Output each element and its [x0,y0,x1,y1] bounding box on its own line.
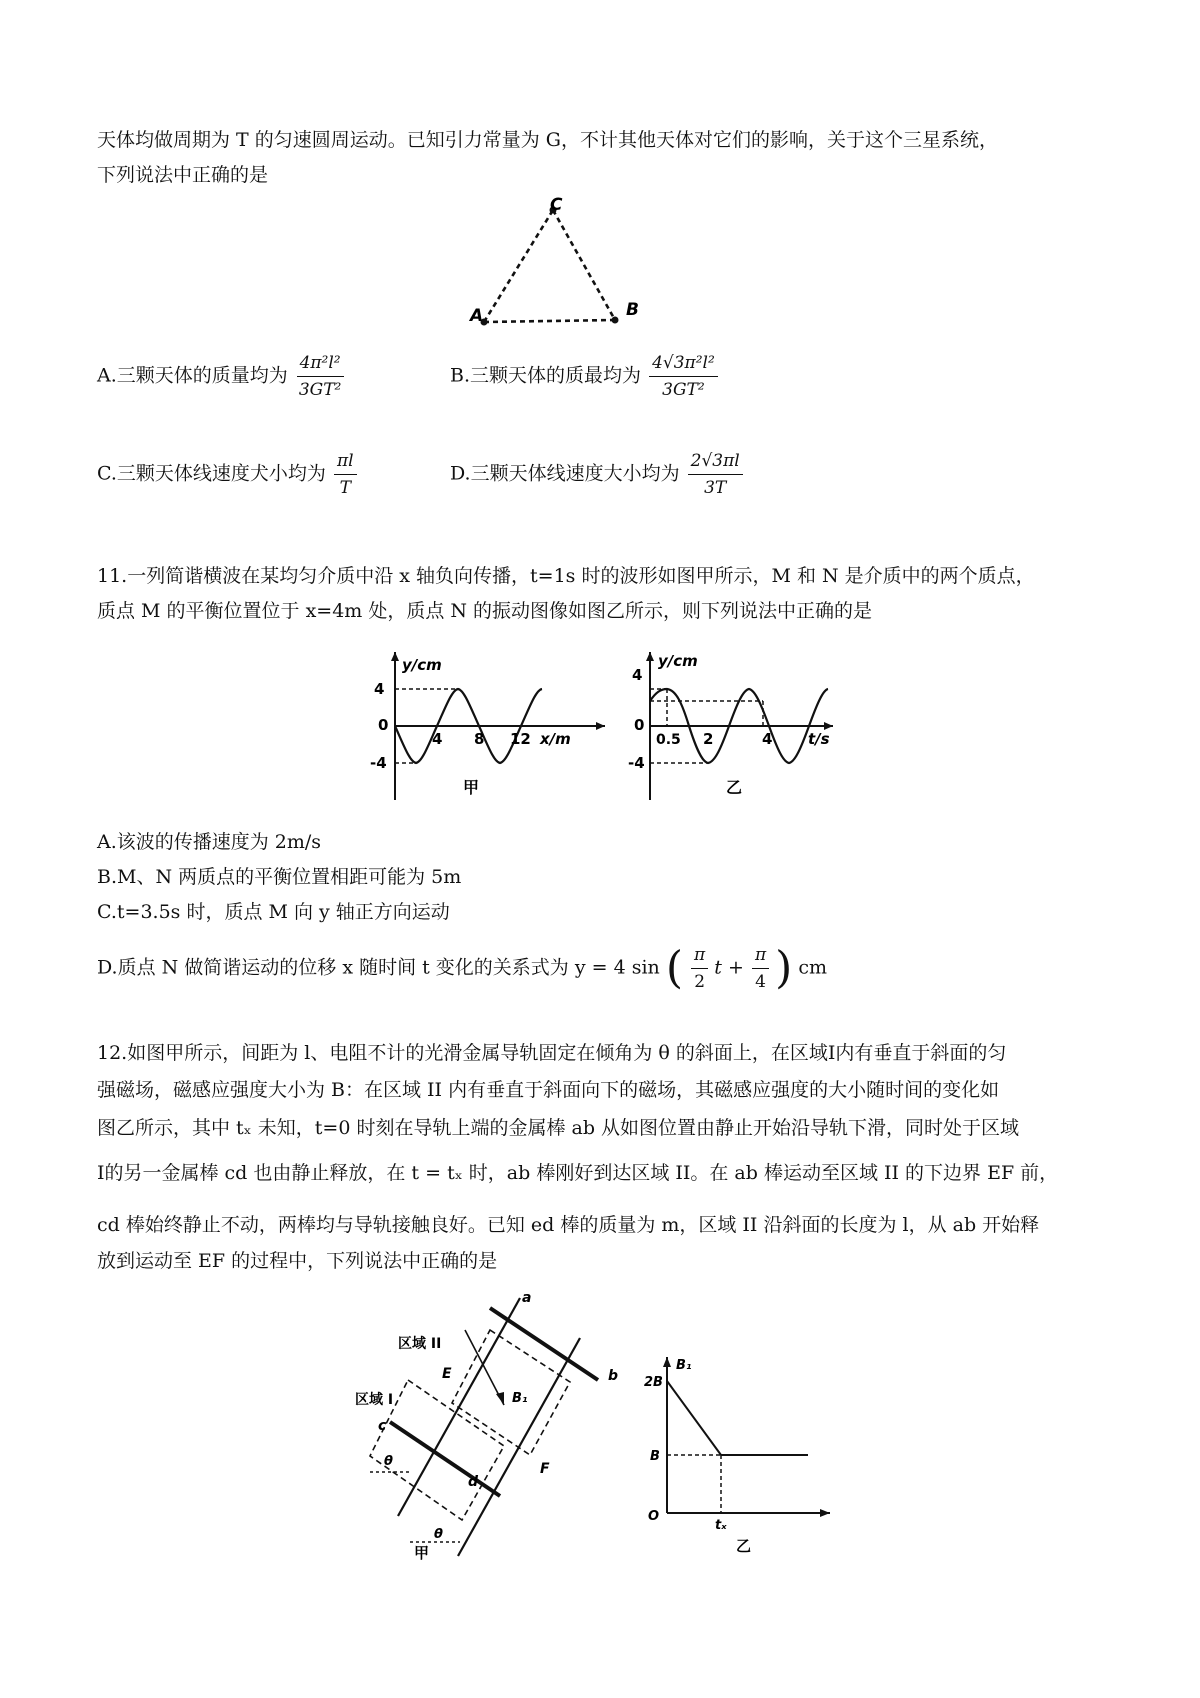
t-axis-label: t/s [808,730,830,748]
label-b: B [626,300,639,320]
x-tick-8: 8 [474,730,485,748]
q11-stem-line2: 质点 M 的平衡位置位于 x=4m 处，质点 N 的振动图像如图乙所示，则下列说法中正确的是 [97,600,873,622]
tick-tx: tₓ [715,1518,727,1533]
option-b-denominator: 3GT² [662,380,705,400]
label-e: E [442,1366,452,1382]
q11-option-c: C.t=3.5s 时，质点 M 向 y 轴正方向运动 [97,901,450,923]
left-paren: ( [665,942,683,994]
label-b1: B₁ [512,1391,528,1406]
q11-option-b: B.M、N 两质点的平衡位置相距可能为 5m [97,866,462,888]
theta-2: θ [434,1527,443,1542]
figure-caption: 甲 [463,778,480,797]
b-decreasing-line [667,1381,721,1455]
option-a-numerator: 4π²l² [297,352,344,377]
fraction-pi-over-2 [691,944,708,993]
y-axis-label: y/cm [402,656,442,674]
vibration-figure-yi [628,650,838,815]
option-c-text: C.三颗天体线速度犬小均为 [97,462,326,485]
x-tick-4: 4 [432,730,443,748]
option-a-denominator: 3GT² [298,380,342,400]
origin-label: O [648,1509,660,1524]
x-axis-arrow-icon [596,722,605,730]
option-b-fraction [649,352,718,401]
q10-option-c [97,450,357,499]
q12-line5: cd 棒始终静止不动，两棒均与导轨接触良好。已知 ed 棒的质量为 m，区域 II 沿斜面的长度为 l，从 ab 开始释 [97,1214,1040,1236]
q10-option-a [97,352,344,401]
option-d-numerator: 2√3πl [688,450,743,475]
y-axis-arrow-icon [391,652,399,661]
option-c-numerator: πl [334,450,357,475]
figure-caption: 乙 [736,1537,752,1555]
b-axis-arrow-icon [663,1357,671,1367]
q10-stem-line2: 下列说法中正确的是 [97,164,269,186]
fraction-1-numerator: π [691,944,708,969]
option-a-text: A.三颗天体的质量均为 [97,364,288,387]
bar-ab [490,1308,598,1380]
fraction-2-numerator: π [752,944,769,969]
option-b-numerator: 4√3π²l² [649,352,718,377]
y-tick-0: 0 [634,716,645,734]
t-axis-arrow-icon [824,722,833,730]
option-b-text: B.三颗天体的质最均为 [450,364,642,387]
q10-option-d [450,450,743,499]
rails-figure-jia [355,1290,630,1562]
t-tick-4: 4 [762,730,773,748]
region-2-label: 区域 II [398,1336,442,1352]
triangle-figure [470,190,660,340]
t-tick-2: 2 [703,730,714,748]
option-c-fraction [334,450,357,499]
tick-2b: 2B [644,1375,663,1390]
y-tick-4: 4 [632,666,643,684]
unit: cm [798,956,828,979]
label-a: a [522,1290,532,1306]
tick-b: B [650,1449,660,1464]
option-a-fraction [296,352,345,401]
option-c-denominator: T [339,478,351,498]
q11-stem-line1: 11.一列简谐横波在某均匀介质中沿 x 轴负向传播，t=1s 时的波形如图甲所示，M 和 N 是介质中的两个质点， [97,565,1035,587]
y-tick-minus-4: -4 [370,754,387,772]
field-arrow-head-icon [496,1392,504,1405]
q12-line4: Ⅰ的另一金属棒 cd 也由静止释放，在 t = tₓ 时，ab 棒刚好到达区域 II。在 ab 棒运动至区域 II 的下边界 EF 前， [97,1162,1059,1184]
fraction-1-denominator: 2 [694,972,706,992]
label-b: b [608,1368,619,1384]
q10-stem-line1: 天体均做周期为 T 的匀速圆周运动。已知引力常量为 G，不计其他天体对它们的影响，关于这个三星系统， [97,129,998,151]
y-tick-4: 4 [374,680,385,698]
star-b [612,317,619,324]
side-ab [484,320,615,322]
q12-line3: 图乙所示，其中 tₓ 未知，t=0 时刻在导轨上端的金属棒 ab 从如图位置由静止开始沿导轨下滑，同时处于区域 [97,1117,1020,1139]
option-d-text: D.三颗天体线速度大小均为 [450,462,680,485]
q12-line1: 12.如图甲所示，间距为 l、电阻不计的光滑金属导轨固定在倾角为 θ 的斜面上，在区域Ⅰ内有垂直于斜面的匀 [97,1042,1007,1064]
option-d-fraction [688,450,743,499]
label-c: c [378,1418,387,1434]
mid-term: t + [714,956,744,979]
x-tick-12: 12 [510,730,531,748]
wave-figure-jia [370,650,615,815]
t-axis-arrow-icon [820,1509,830,1517]
b-axis-label: B₁ [676,1358,692,1373]
fraction-2-denominator: 4 [755,972,766,992]
q12-line6: 放到运动至 EF 的过程中，下列说法中正确的是 [97,1250,498,1272]
fraction-pi-over-4 [752,944,769,993]
label-f: F [540,1461,550,1477]
theta-1: θ [384,1454,393,1469]
q12-line2: 强磁场，磁感应强度大小为 B：在区域 II 内有垂直于斜面向下的磁场，其磁感应强度的大小随时间的变化如 [97,1079,1000,1101]
y-tick-0: 0 [378,716,389,734]
q10-option-b [450,352,718,401]
y-tick-minus-4: -4 [628,754,645,772]
figure-caption: 乙 [726,778,743,797]
region-1-label: 区域 I [355,1392,394,1408]
figure-caption: 甲 [414,1544,430,1562]
option-d-denominator: 3T [704,478,727,498]
x-axis-label: x/m [540,730,571,748]
side-bc [553,210,615,320]
q11-option-d [97,944,827,993]
right-paren: ) [775,942,793,994]
y-axis-label: y/cm [658,652,698,670]
y-axis-arrow-icon [646,652,654,661]
label-d: d [468,1474,479,1490]
label-a: A [470,306,484,326]
option-d-text: D.质点 N 做简谐运动的位移 x 随时间 t 变化的关系式为 y = 4 sin [97,956,660,979]
t-tick-05: 0.5 [656,732,681,748]
q11-option-a: A.该波的传播速度为 2m/s [97,831,322,853]
b-t-figure-yi [640,1355,840,1565]
label-c: C [550,195,563,215]
side-ac [484,210,553,322]
